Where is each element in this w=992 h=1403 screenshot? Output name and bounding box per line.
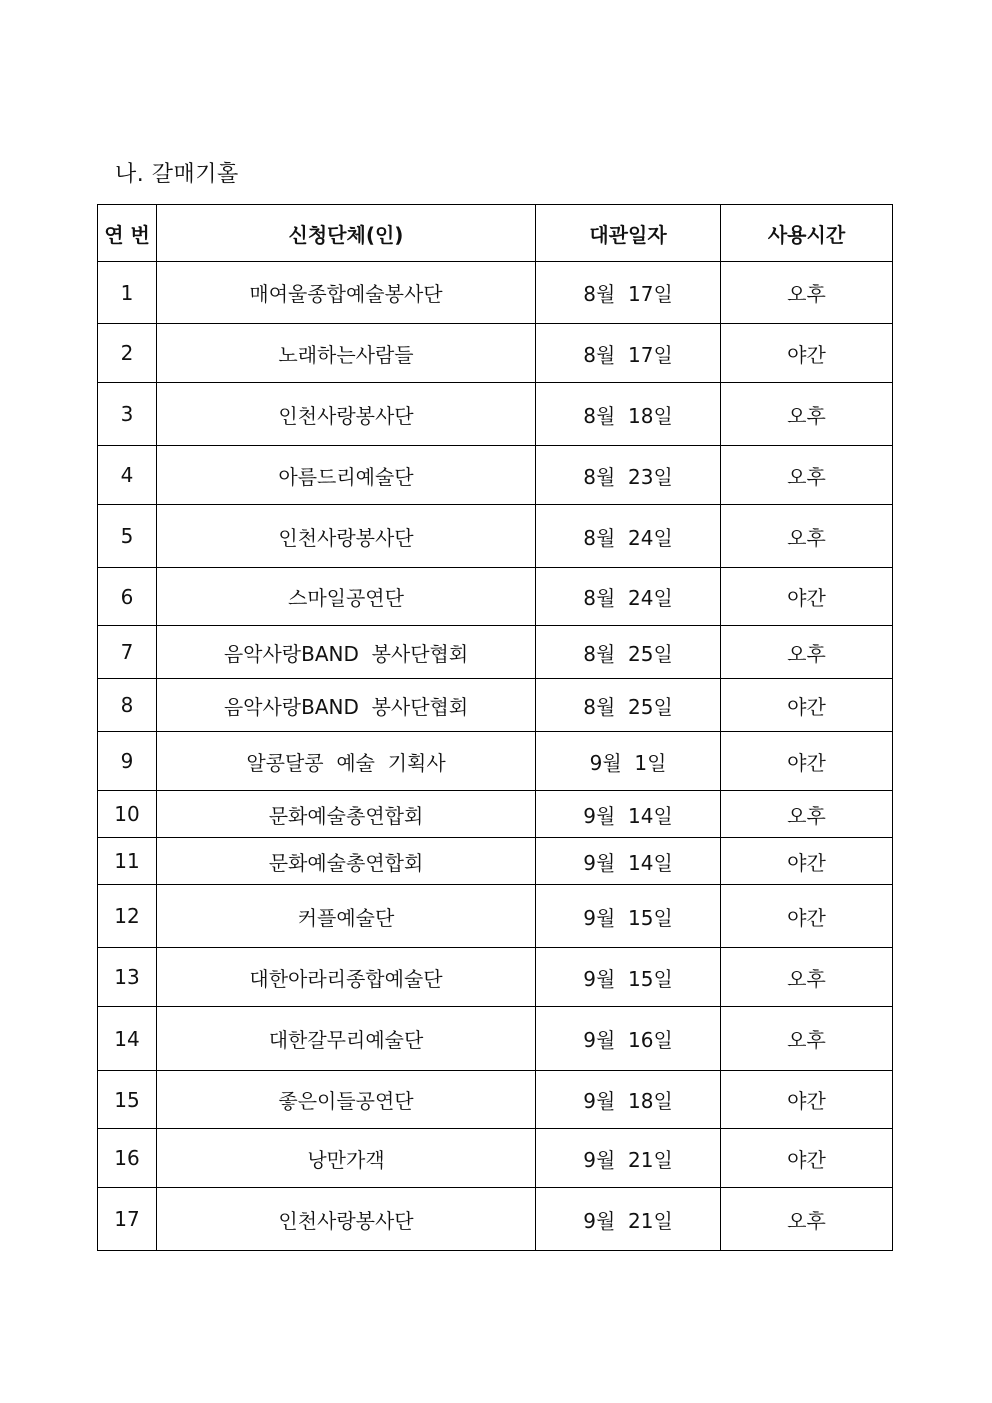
table-row <box>98 1188 893 1251</box>
organization-name: 대한아라리종합예술단 <box>157 948 536 1007</box>
usage-time: 오후 <box>721 446 893 505</box>
rental-date: 8월 24일 <box>536 505 721 568</box>
row-number: 13 <box>98 948 157 1007</box>
header-organization: 신청단체(인) <box>157 205 536 262</box>
row-number: 8 <box>98 679 157 732</box>
table-row <box>98 885 893 948</box>
rental-date: 9월 15일 <box>536 948 721 1007</box>
usage-time: 오후 <box>721 383 893 446</box>
rental-date: 9월 14일 <box>536 838 721 885</box>
row-number: 3 <box>98 383 157 446</box>
usage-time: 야간 <box>721 324 893 383</box>
table-header-row <box>98 205 893 262</box>
row-number: 7 <box>98 626 157 679</box>
header-number: 연 번 <box>98 205 157 262</box>
organization-name: 인천사랑봉사단 <box>157 1188 536 1251</box>
rental-date: 8월 18일 <box>536 383 721 446</box>
usage-time: 오후 <box>721 505 893 568</box>
table-row <box>98 1071 893 1129</box>
table-row <box>98 383 893 446</box>
rental-date: 9월 15일 <box>536 885 721 948</box>
table-row <box>98 679 893 732</box>
table-row <box>98 838 893 885</box>
rental-date: 9월 14일 <box>536 791 721 838</box>
header-usage-time: 사용시간 <box>721 205 893 262</box>
usage-time: 야간 <box>721 1071 893 1129</box>
organization-name: 대한갈무리예술단 <box>157 1007 536 1071</box>
rental-date: 9월 21일 <box>536 1129 721 1188</box>
rental-date: 9월 18일 <box>536 1071 721 1129</box>
organization-name: 커플예술단 <box>157 885 536 948</box>
organization-name: 문화예술총연합회 <box>157 838 536 885</box>
row-number: 6 <box>98 568 157 626</box>
usage-time: 야간 <box>721 838 893 885</box>
organization-name: 좋은이들공연단 <box>157 1071 536 1129</box>
row-number: 16 <box>98 1129 157 1188</box>
table-row <box>98 324 893 383</box>
organization-name: 매여울종합예술봉사단 <box>157 262 536 324</box>
row-number: 1 <box>98 262 157 324</box>
rental-date: 8월 17일 <box>536 324 721 383</box>
usage-time: 오후 <box>721 1007 893 1071</box>
row-number: 17 <box>98 1188 157 1251</box>
table-row <box>98 948 893 1007</box>
row-number: 5 <box>98 505 157 568</box>
usage-time: 오후 <box>721 791 893 838</box>
rental-date: 8월 23일 <box>536 446 721 505</box>
rental-date: 9월 1일 <box>536 732 721 791</box>
usage-time: 야간 <box>721 732 893 791</box>
table-row <box>98 791 893 838</box>
rental-date: 8월 25일 <box>536 679 721 732</box>
organization-name: 인천사랑봉사단 <box>157 383 536 446</box>
table-row <box>98 262 893 324</box>
row-number: 12 <box>98 885 157 948</box>
usage-time: 야간 <box>721 885 893 948</box>
rental-date: 8월 25일 <box>536 626 721 679</box>
organization-name: 낭만가객 <box>157 1129 536 1188</box>
usage-time: 야간 <box>721 568 893 626</box>
row-number: 4 <box>98 446 157 505</box>
table-row <box>98 505 893 568</box>
organization-name: 알콩달콩 예술 기획사 <box>157 732 536 791</box>
table-row <box>98 568 893 626</box>
table-row <box>98 626 893 679</box>
table-row <box>98 1129 893 1188</box>
header-rental-date: 대관일자 <box>536 205 721 262</box>
usage-time: 오후 <box>721 262 893 324</box>
table-row <box>98 732 893 791</box>
organization-name: 스마일공연단 <box>157 568 536 626</box>
section-heading: 나. 갈매기홀 <box>115 162 239 187</box>
organization-name: 아름드리예술단 <box>157 446 536 505</box>
organization-name: 음악사랑BAND 봉사단협회 <box>157 626 536 679</box>
table-row <box>98 1007 893 1071</box>
rental-date: 9월 16일 <box>536 1007 721 1071</box>
organization-name: 노래하는사람들 <box>157 324 536 383</box>
organization-name: 문화예술총연합회 <box>157 791 536 838</box>
usage-time: 오후 <box>721 626 893 679</box>
row-number: 2 <box>98 324 157 383</box>
row-number: 11 <box>98 838 157 885</box>
table-body <box>98 262 893 1251</box>
row-number: 15 <box>98 1071 157 1129</box>
row-number: 14 <box>98 1007 157 1071</box>
table-row <box>98 446 893 505</box>
usage-time: 오후 <box>721 1188 893 1251</box>
organization-name: 음악사랑BAND 봉사단협회 <box>157 679 536 732</box>
rental-schedule-table <box>97 204 893 1251</box>
usage-time: 오후 <box>721 948 893 1007</box>
usage-time: 야간 <box>721 1129 893 1188</box>
rental-date: 8월 17일 <box>536 262 721 324</box>
rental-date: 8월 24일 <box>536 568 721 626</box>
rental-date: 9월 21일 <box>536 1188 721 1251</box>
organization-name: 인천사랑봉사단 <box>157 505 536 568</box>
row-number: 9 <box>98 732 157 791</box>
usage-time: 야간 <box>721 679 893 732</box>
row-number: 10 <box>98 791 157 838</box>
